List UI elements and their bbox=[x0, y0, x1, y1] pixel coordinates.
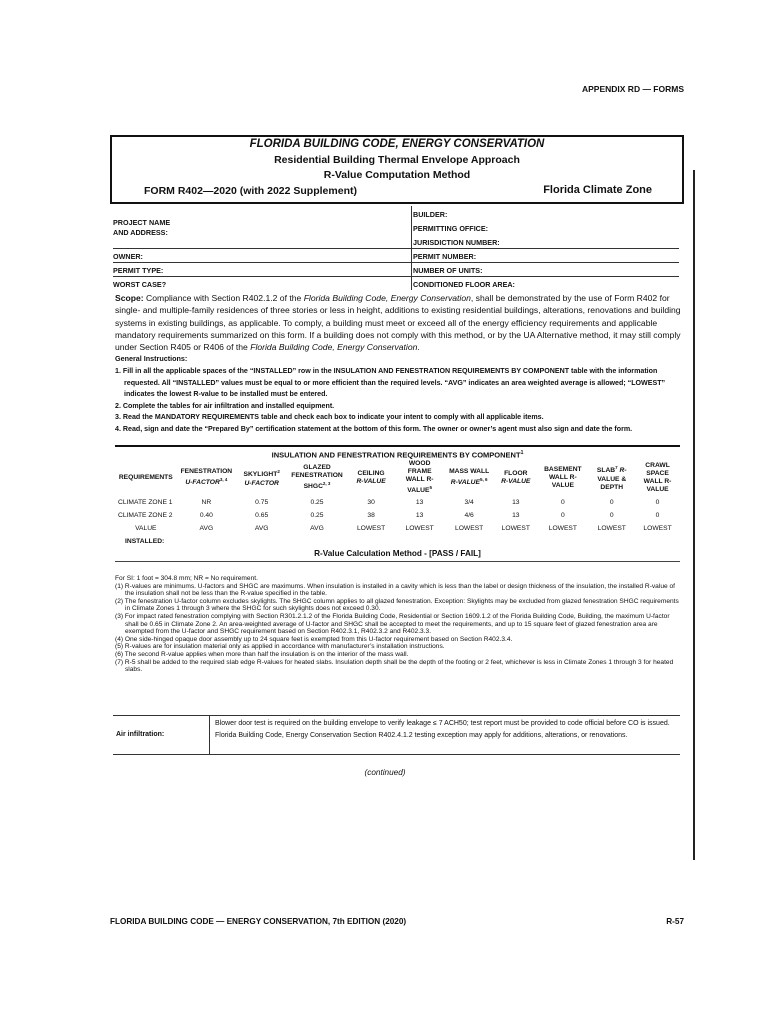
table-cell: CLIMATE ZONE 1 bbox=[118, 499, 173, 506]
rvalue-calculation-title: R-Value Calculation Method - [PASS / FAIL] bbox=[314, 549, 481, 558]
calc-rule bbox=[115, 561, 680, 562]
air-divider bbox=[209, 716, 210, 754]
number-of-units-field[interactable]: NUMBER OF UNITS: bbox=[413, 266, 483, 275]
instructions-title: General Instructions: bbox=[115, 354, 188, 363]
project-name-label: PROJECT NAME bbox=[113, 218, 171, 227]
permit-number-field[interactable]: PERMIT NUMBER: bbox=[413, 252, 477, 261]
table-cell: 0.25 bbox=[310, 499, 324, 506]
scope-text: , shall be demonstrated by the use of Form R402 for single- and multiple-family residences of three stories or less in height, additions to existing residential buildings, alterations, renovations and building systems in existing buildings, as applicable. To comply, a building must meet or exceed all of the energy efficiency requirements and applicable mandatory requirements summarized on this form. If a building does not comply with this method, or by the UA Alternative method, it may still comply under Section R405 or R406 of the bbox=[115, 293, 681, 353]
instructions-list bbox=[115, 366, 680, 436]
table-cell: NR bbox=[201, 499, 212, 506]
scope-code-name: Florida Building Code, Energy Conservation bbox=[250, 342, 418, 353]
note-item: (5) R-values are for insulation material only as applied in accordance with manufacturer’s installation instructions. bbox=[115, 643, 445, 651]
col-skylight: SKYLIGHT$^2$ U-FACTOR bbox=[243, 469, 280, 487]
note-item: (3) For impact rated fenestration complying with Section R301.2.1.2 of the Florida Building Code, Residential or Section 1609.1.2 of the Florida Building Code, Building, the maximum U-factor shall be 0.65 in Climate Zone 2. An area-weighted average of U-factor and SHGC shall be accepted to meet the requirements, and up to 15 square feet of glazed fenestration area are exempted from the U-factor and SHGC requirement based on Section R402.3.1, R402.3.2 and R402.3.3. bbox=[115, 612, 670, 636]
note-item: (6) The second R-value applies when more than half the insulation is on the interior of the mass wall. bbox=[115, 650, 409, 658]
row-rule bbox=[113, 248, 679, 249]
air-infiltration-block bbox=[113, 715, 680, 755]
table-cell: 0 bbox=[560, 512, 565, 519]
scope-text: . bbox=[417, 342, 420, 353]
table-cell: 13 bbox=[512, 512, 520, 519]
permit-type-field[interactable]: PERMIT TYPE: bbox=[113, 266, 164, 275]
table-cell: LOWEST bbox=[405, 525, 434, 532]
table-cell: LOWEST bbox=[548, 525, 577, 532]
table-cell: 0.25 bbox=[310, 512, 324, 519]
col-basement-wall: BASEMENT WALL R- VALUE bbox=[544, 466, 582, 489]
row-rule bbox=[113, 276, 679, 277]
page-number: R-57 bbox=[666, 917, 684, 926]
climate-zone-label: Florida Climate Zone bbox=[543, 184, 652, 196]
table-cell: CLIMATE ZONE 2 bbox=[118, 512, 173, 519]
footer-title: FLORIDA BUILDING CODE — ENERGY CONSERVATION, 7th EDITION (2020) bbox=[110, 917, 407, 926]
table-cell: 4/6 bbox=[464, 512, 474, 519]
table-cell: 13 bbox=[415, 499, 424, 506]
table-cell: 0 bbox=[609, 499, 614, 506]
col-fenestration: FENESTRATION U-FACTOR$^{3, 4}$ bbox=[180, 468, 233, 487]
table-cell: 30 bbox=[367, 499, 375, 506]
table-cell: 3/4 bbox=[464, 499, 474, 506]
table-cell: 13 bbox=[415, 512, 424, 519]
col-requirements: REQUIREMENTS bbox=[118, 474, 173, 481]
table-row bbox=[115, 522, 680, 535]
table-cell: LOWEST bbox=[455, 525, 484, 532]
table-cell: 0 bbox=[609, 512, 614, 519]
scope-code-name: Florida Building Code, Energy Conservation bbox=[303, 293, 471, 303]
margin-rule bbox=[693, 170, 695, 860]
address-label: AND ADDRESS: bbox=[113, 228, 168, 237]
appendix-header: APPENDIX RD — FORMS bbox=[581, 84, 684, 94]
table-cell: LOWEST bbox=[643, 525, 672, 532]
table-header-row bbox=[115, 460, 680, 496]
insulation-requirements-table bbox=[115, 460, 680, 548]
col-crawl-space-wall: CRAWL SPACE WALL R- VALUE bbox=[643, 462, 672, 493]
instruction-item: 3. Read the MANDATORY REQUIREMENTS table and check each box to indicate your intent to comply with all applicable items. bbox=[115, 413, 544, 422]
note-item: (4) One side-hinged opaque door assembly up to 24 square feet is exempted from this U-factor requirement based on Section R402.3.4. bbox=[115, 635, 513, 643]
col-mass-wall: MASS WALL R-VALUE$^{5, 6}$ bbox=[449, 468, 490, 487]
table-cell: AVG bbox=[254, 525, 269, 532]
air-infiltration-text: Blower door test is required on the building envelope to verify leakage ≤ 7 ACH50; test report must be provided to code official before CO is issued. Florida Building Code, Energy Conservation Section R402.4.1.2 testing exception may apply for additions, alterations, or renovations. bbox=[215, 720, 670, 740]
col-ceiling: CEILING R-VALUE bbox=[356, 470, 386, 485]
permitting-office-field[interactable]: PERMITTING OFFICE: bbox=[413, 224, 489, 233]
installed-label: INSTALLED: bbox=[125, 538, 165, 545]
scope-text: Compliance with Section R402.1.2 of the bbox=[143, 293, 304, 303]
col-glazed-shgc: GLAZED FENESTRATION SHGC$^{2, 3}$ bbox=[291, 464, 343, 491]
continued-label: (continued) bbox=[364, 768, 406, 777]
builder-field[interactable]: BUILDER: bbox=[413, 210, 448, 219]
table-cell: AVG bbox=[199, 525, 214, 532]
note-item: (1) R-values are minimums. U-factors and SHGC are maximums. When insulation is installed in a cavity which is less than the label or design thickness of the insulation, the installed R-value of the insulation shall not be less than the R-value specified in the table. bbox=[115, 582, 675, 598]
row-rule bbox=[113, 262, 679, 263]
jurisdiction-number-field[interactable]: JURISDICTION NUMBER: bbox=[413, 238, 500, 247]
insulation-table-title: INSULATION AND FENESTRATION REQUIREMENTS BY COMPONENT$^1$ bbox=[271, 450, 524, 460]
note-item: (7) R-5 shall be added to the required slab edge R-values for heated slabs. Insulation depth shall be the depth of the footing or 2 feet, whichever is less in Climate Zones 1 through 3 for heated slabs. bbox=[115, 658, 674, 674]
conditioned-floor-area-field[interactable]: CONDITIONED FLOOR AREA: bbox=[413, 280, 515, 289]
title-line-1: FLORIDA BUILDING CODE, ENERGY CONSERVATION bbox=[249, 138, 545, 150]
col-wood-frame-wall: WOOD FRAME WALL R- VALUE$^5$ bbox=[405, 460, 434, 495]
worst-case-field[interactable]: WORST CASE? bbox=[113, 280, 167, 289]
project-info-block bbox=[113, 206, 683, 289]
form-title-box bbox=[110, 135, 684, 204]
table-row bbox=[115, 496, 680, 509]
air-infiltration-label: Air infiltration: bbox=[116, 731, 165, 738]
table-row bbox=[115, 509, 680, 522]
table-cell: 0 bbox=[560, 499, 565, 506]
owner-field[interactable]: OWNER: bbox=[113, 252, 143, 261]
col-floor: FLOOR R-VALUE bbox=[501, 470, 531, 485]
table-cell: 38 bbox=[367, 512, 375, 519]
table-cell: LOWEST bbox=[356, 525, 386, 532]
table-cell: 0.40 bbox=[199, 512, 213, 519]
table-top-rule bbox=[115, 445, 680, 447]
title-line-3: R-Value Computation Method bbox=[323, 169, 471, 181]
instruction-item: 1. Fill in all the applicable spaces of the “INSTALLED” row in the INSULATION AND FENESTRATION REQUIREMENTS BY COMPONENT table with the information requested. All “INSTALLED” values must be equal to or more efficient than the required levels. “AVG” indicates an area weighted average is allowed; “LOWEST” indicates the lowest R-value to be installed must be entered. bbox=[115, 367, 666, 399]
form-name: FORM R402—2020 (with 2022 Supplement) bbox=[144, 185, 357, 197]
instruction-item: 4. Read, sign and date the “Prepared By” certification statement at the bottom of this form. The owner or owner’s agent must also sign and date the form. bbox=[115, 424, 633, 433]
col-slab: SLAB$^7$ R- VALUE & DEPTH bbox=[596, 465, 627, 491]
table-cell: VALUE bbox=[135, 525, 157, 532]
scope-label: Scope: bbox=[115, 293, 144, 303]
installed-row[interactable] bbox=[115, 535, 680, 548]
title-line-2: Residential Building Thermal Envelope Approach bbox=[274, 154, 520, 166]
table-cell: LOWEST bbox=[597, 525, 626, 532]
table-cell: LOWEST bbox=[501, 525, 530, 532]
instruction-item: 2. Complete the tables for air infiltration and installed equipment. bbox=[115, 401, 335, 410]
table-cell: 0 bbox=[655, 499, 660, 506]
table-cell: 13 bbox=[512, 499, 520, 506]
note-item: (2) The fenestration U-factor column excludes skylights. The SHGC column applies to all glazed fenestration. Exception: Skylights may be excluded from glazed fenestration SHGC requirements in Climate Zones 1 through 3 where the SHGC for such skylights does not exceed 0.30. bbox=[115, 597, 679, 613]
note-item: For SI: 1 foot = 304.8 mm; NR = No requirement. bbox=[115, 575, 258, 582]
table-cell: AVG bbox=[310, 525, 324, 532]
scope-paragraph bbox=[115, 292, 682, 353]
table-notes bbox=[115, 575, 680, 674]
table-cell: 0.65 bbox=[255, 512, 269, 519]
table-cell: 0 bbox=[655, 512, 660, 519]
table-cell: 0.75 bbox=[255, 499, 269, 506]
